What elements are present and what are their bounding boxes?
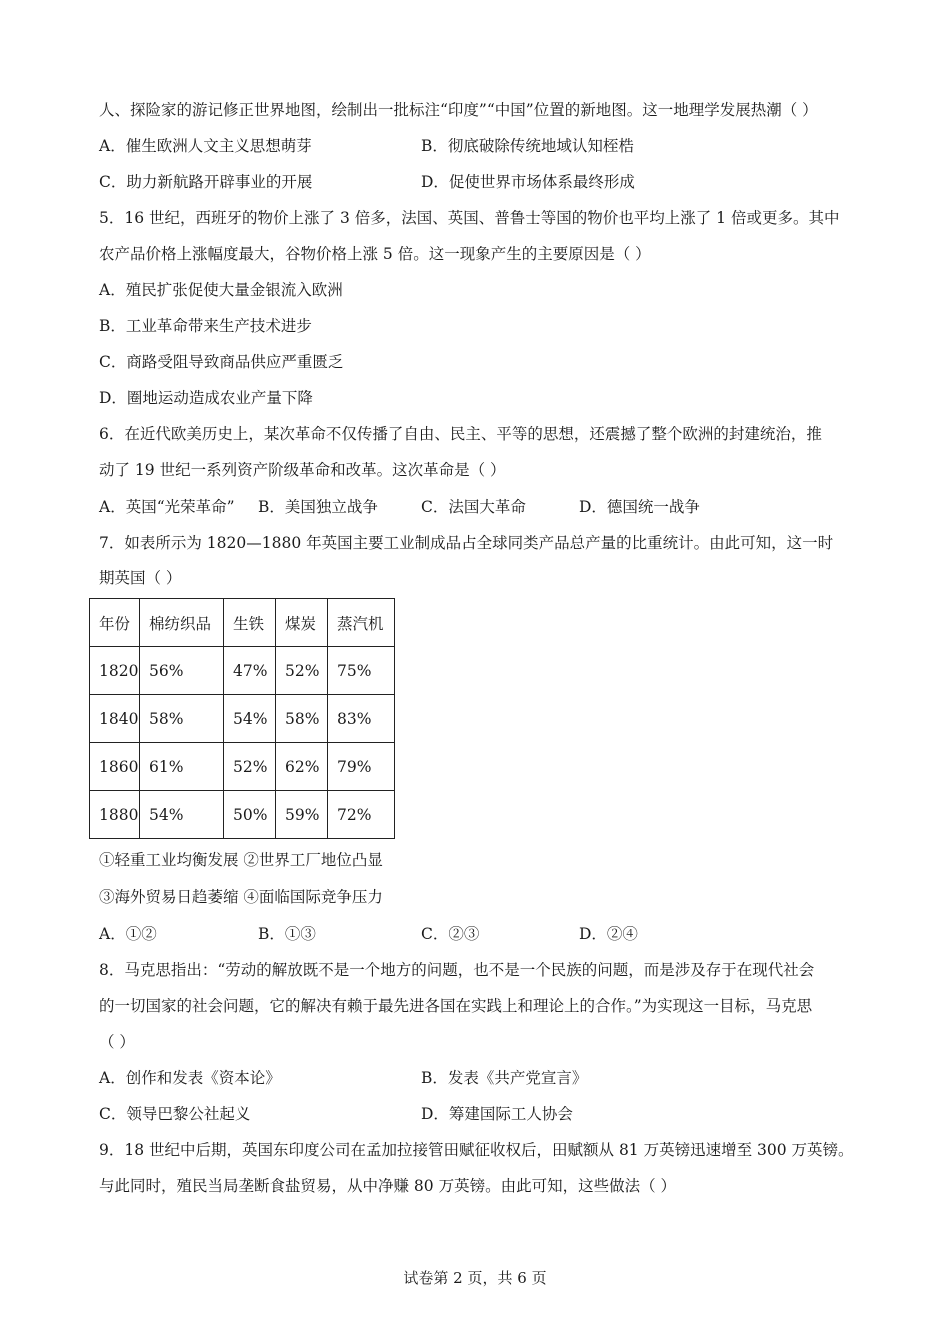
q8-option-c[interactable]: C．领导巴黎公社起义	[99, 1105, 251, 1123]
table-header-cell: 棉纺织品	[140, 599, 224, 647]
table-row	[90, 695, 395, 743]
q8-stem-line-1: 8．马克思指出：“劳动的解放既不是一个地方的问题，也不是一个民族的问题，而是涉及存于在现代社会	[99, 961, 815, 979]
table-cell: 50%	[224, 791, 276, 839]
q4-option-b[interactable]: B．彻底破除传统地域认知桎梏	[421, 137, 634, 155]
q7-option-a[interactable]: A．①②	[99, 925, 157, 943]
q7-option-b[interactable]: B．①③	[258, 925, 316, 943]
table-header-cell: 蒸汽机	[328, 599, 395, 647]
table-header-cell: 生铁	[224, 599, 276, 647]
q6-stem-line-1: 6．在近代欧美历史上，某次革命不仅传播了自由、民主、平等的思想，还震撼了整个欧洲的封建统治，推	[99, 425, 822, 443]
table-cell: 1880	[90, 791, 140, 839]
table-cell: 75%	[328, 647, 395, 695]
q8-option-a[interactable]: A．创作和发表《资本论》	[99, 1069, 281, 1087]
table-cell: 54%	[140, 791, 224, 839]
q9-stem-line-1: 9．18 世纪中后期，英国东印度公司在孟加拉接管田赋征收权后，田赋额从 81 万英镑迅速增至 300 万英镑。	[99, 1141, 854, 1159]
q5-stem-line-1: 5．16 世纪，西班牙的物价上涨了 3 倍多，法国、英国、普鲁士等国的物价也平均上涨了 1 倍或更多。其中	[99, 209, 840, 227]
q6-option-a[interactable]: A．英国“光荣革命”	[99, 498, 235, 516]
table-cell: 61%	[140, 743, 224, 791]
q6-option-d[interactable]: D．德国统一战争	[579, 498, 700, 516]
table-row	[90, 647, 395, 695]
table-cell: 54%	[224, 695, 276, 743]
table-cell: 58%	[276, 695, 328, 743]
q6-stem-line-2: 动了 19 世纪一系列资产阶级革命和改革。这次革命是（ ）	[99, 461, 506, 479]
table-cell: 62%	[276, 743, 328, 791]
table-cell: 79%	[328, 743, 395, 791]
table-row	[90, 743, 395, 791]
q5-option-c[interactable]: C．商路受阻导致商品供应严重匮乏	[99, 353, 344, 371]
table-cell: 56%	[140, 647, 224, 695]
q7-option-d[interactable]: D．②④	[579, 925, 638, 943]
q8-option-b[interactable]: B．发表《共产党宣言》	[421, 1069, 588, 1087]
q9-stem-line-2: 与此同时，殖民当局垄断食盐贸易，从中净赚 80 万英镑。由此可知，这些做法（ ）	[99, 1177, 677, 1195]
q6-option-c[interactable]: C．法国大革命	[421, 498, 526, 516]
q7-statements-line-1: ①轻重工业均衡发展 ②世界工厂地位凸显	[99, 851, 383, 869]
q7-stem-line-1: 7．如表所示为 1820—1880 年英国主要工业制成品占全球同类产品总产量的比重统计。由此可知，这一时	[99, 534, 834, 552]
table-row	[90, 791, 395, 839]
table-cell: 1840	[90, 695, 140, 743]
q7-option-c[interactable]: C．②③	[421, 925, 480, 943]
table-header-row	[90, 599, 395, 647]
q7-stem-line-2: 期英国（ ）	[99, 569, 182, 587]
q4-option-d[interactable]: D．促使世界市场体系最终形成	[421, 173, 635, 191]
q5-option-a[interactable]: A．殖民扩张促使大量金银流入欧洲	[99, 281, 343, 299]
table-cell: 59%	[276, 791, 328, 839]
table-cell: 1860	[90, 743, 140, 791]
q5-stem-line-2: 农产品价格上涨幅度最大，谷物价格上涨 5 倍。这一现象产生的主要原因是（ ）	[99, 245, 651, 263]
table-header-cell: 煤炭	[276, 599, 328, 647]
q4-option-a[interactable]: A．催生欧洲人文主义思想萌芽	[99, 137, 312, 155]
table-cell: 52%	[224, 743, 276, 791]
table-cell: 1820	[90, 647, 140, 695]
q4-stem: 人、探险家的游记修正世界地图，绘制出一批标注“印度”“中国”位置的新地图。这一地理学发展热潮（ ）	[99, 101, 818, 119]
q7-data-table	[89, 598, 395, 839]
table-cell: 52%	[276, 647, 328, 695]
table-cell: 58%	[140, 695, 224, 743]
q8-option-d[interactable]: D．筹建国际工人协会	[421, 1105, 573, 1123]
q7-statements-line-2: ③海外贸易日趋萎缩 ④面临国际竞争压力	[99, 888, 383, 906]
table-header-cell: 年份	[90, 599, 140, 647]
q5-option-d[interactable]: D．圈地运动造成农业产量下降	[99, 389, 313, 407]
q8-stem-line-3: （ ）	[99, 1033, 135, 1051]
q8-stem-line-2: 的一切国家的社会问题，它的解决有赖于最先进各国在实践上和理论上的合作。”为实现这一目标，马克思	[99, 997, 813, 1015]
q5-option-b[interactable]: B．工业革命带来生产技术进步	[99, 317, 312, 335]
q6-option-b[interactable]: B．美国独立战争	[258, 498, 378, 516]
page-footer: 试卷第 2 页，共 6 页	[403, 1269, 547, 1287]
table-cell: 47%	[224, 647, 276, 695]
table-cell: 72%	[328, 791, 395, 839]
table-cell: 83%	[328, 695, 395, 743]
q4-option-c[interactable]: C．助力新航路开辟事业的开展	[99, 173, 313, 191]
